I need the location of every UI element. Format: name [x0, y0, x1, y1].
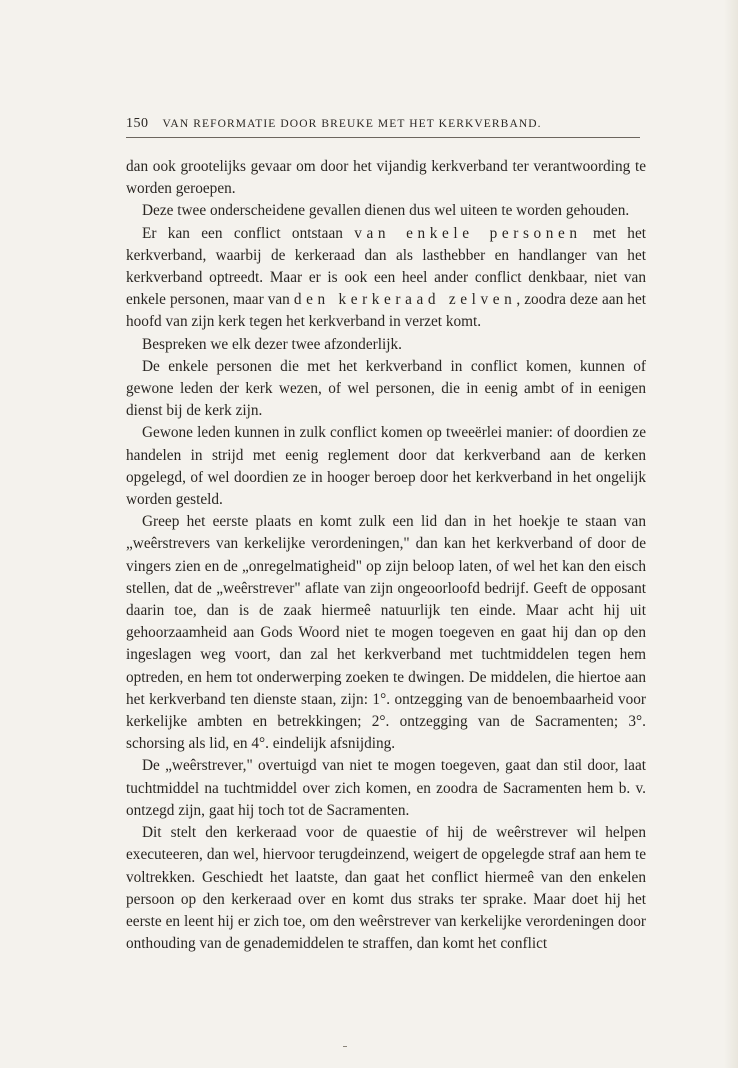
paragraph: Gewone leden kunnen in zulk conflict komen op tweeërlei manier: of doordien ze handelen in strijd met eenig reglement door dat kerkverband aan de kerken opgelegd, of wel doordien ze in hooger beroep door het kerkverband in het ongelijk worden gesteld. — [126, 424, 646, 509]
text-run: Er kan een conflict ontstaan — [142, 224, 355, 242]
paragraph: Deze twee onderscheidene gevallen dienen dus wel uiteen te worden gehouden. — [142, 202, 630, 220]
paragraph: Bespreken we elk dezer twee afzonderlijk. — [142, 335, 402, 353]
page-number: 150 — [126, 116, 149, 131]
running-header — [126, 116, 646, 132]
paragraph: De enkele personen die met het kerkverband in conflict komen, kunnen of gewone leden der kerk wezen, of wel personen, die in eenig ambt of in eenigen dienst bij de kerk zijn. — [126, 357, 646, 420]
paragraph-continued: dan ook grootelijks gevaar om door het vijandig kerkverband ter verantwoording te worden geroepen. — [126, 158, 646, 198]
text-run: , zoodra deze aan het hoofd van zijn kerk tegen het kerkverband in verzet komt. — [126, 291, 646, 331]
text-run: met het kerkverband, waarbij de kerkeraad dan als lasthebber en handlanger van het kerkverband optreedt. Maar er is ook een heel ander conflict denkbaar, niet van enkele personen, maar van — [126, 224, 646, 309]
page-edge-shadow — [724, 0, 738, 1068]
spaced-emphasis: den kerkeraad zelven — [293, 291, 517, 309]
paragraph: Dit stelt den kerkeraad voor de quaestie of hij de weêrstrever wil helpen executeeren, dan wel, hiervoor terugdeinzend, weigert de opgelegde straf aan hem te voltrekken. Geschiedt het laatste, dan gaat het conflict hiermeê van den enkelen persoon op den kerkeraad over en komt dus straks ter sprake. Maar doet hij het eerste en leent hij er zich toe, om den weêrstrever van kerkelijke verordeningen door onthouding van de genademiddelen te straffen, dan komt het conflict — [126, 824, 646, 953]
page-speck — [343, 1046, 347, 1047]
paragraph: De „weêrstrever," overtuigd van niet te mogen toegeven, gaat dan stil door, laat tuchtmiddel na tuchtmiddel over zich komen, en zoodra de Sacramenten hem b. v. ontzegd zijn, gaat hij toch tot de Sacramenten. — [126, 757, 646, 819]
paragraph: Greep het eerste plaats en komt zulk een lid dan in het hoekje te staan van „weêrstrevers van kerkelijke verordeningen," dan kan het kerkverband of door de vingers zien en de „onregelmatigheid" op zijn beloop laten, of wel het kan den eisch stellen, dat de „weêrstrever" aflate van zijn ongeoorloofd bedrijf. Geeft de opposant daarin toe, dan is de zaak hiermeê natuurlijk ten einde. Maar acht hij uit gehoorzaamheid aan Gods Woord niet te mogen toegeven en gaat hij dan op den ingeslagen weg voort, dan zal het kerkverband met tuchtmiddelen tegen hem optreden, en hem tot onderwerping zoeken te dwingen. De middelen, die hiertoe aan het kerkverband ten dienste staan, zijn: 1°. ontzegging van de benoembaarheid voor kerkelijke ambten en betrekkingen; 2°. ontzegging van de Sacramenten; 3°. schorsing als lid, en 4°. eindelijk afsnijding. — [126, 513, 646, 753]
running-title: VAN REFORMATIE DOOR BREUKE MET HET KERKVERBAND. — [162, 118, 542, 130]
header-rule — [126, 137, 640, 138]
spaced-emphasis: van enkele personen — [354, 224, 582, 242]
paragraph-conflict-types — [126, 223, 646, 334]
page-body — [126, 156, 646, 955]
